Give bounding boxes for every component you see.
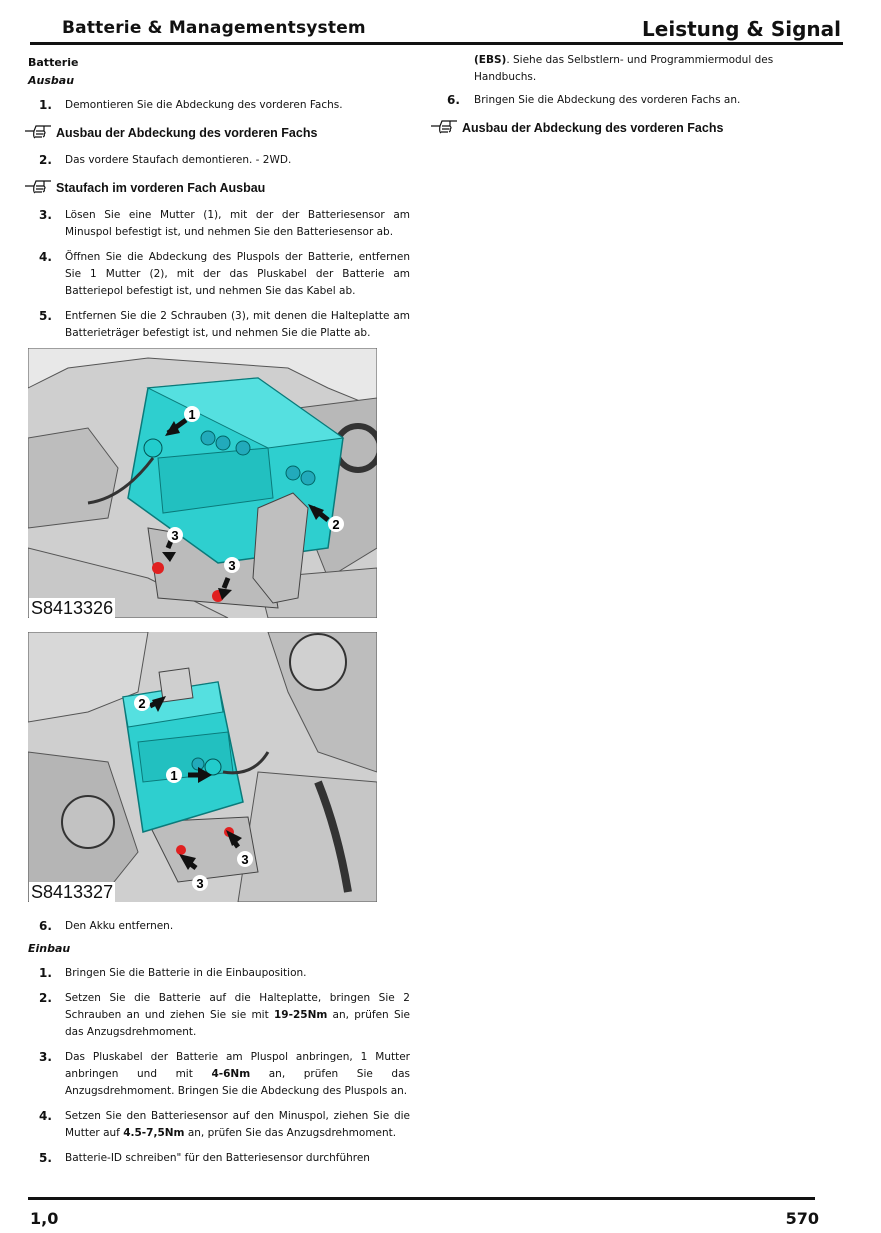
step (28, 308, 410, 342)
reference-text: Staufach im vorderen Fach Ausbau (56, 181, 266, 195)
left-column (28, 52, 410, 1167)
step-number: 4. (39, 1109, 52, 1123)
step-text: Lösen Sie eine Mutter (1), mit der der Batteriesensor am Minuspol befestigt ist, und nehmen Sie den Batteriesensor ab. (65, 209, 410, 238)
step-number: 5. (39, 1151, 52, 1165)
callout-label: 1 (170, 768, 178, 783)
callout-label: 2 (332, 517, 340, 532)
step-text (65, 1150, 410, 1167)
step-text: Bringen Sie die Abdeckung des vorderen Fachs an. (474, 94, 741, 106)
torque-value: 19-25Nm (273, 1009, 328, 1021)
section-title: Batterie (28, 56, 79, 69)
step-number: 6. (39, 919, 52, 933)
removal-heading: Ausbau (28, 74, 75, 87)
reference-link[interactable] (430, 117, 830, 139)
callout-label: 1 (188, 407, 196, 422)
page-number: 570 (785, 1209, 819, 1228)
step-text-part: Das Pluskabel der Batterie am Pluspol anbringen, 1 Mutter anbringen und mit (65, 1051, 410, 1080)
battery-photo-1 (28, 348, 377, 618)
step-number: 1. (39, 966, 52, 980)
step (28, 990, 410, 1041)
callout-label: 2 (138, 696, 146, 711)
step (28, 249, 410, 300)
removal-steps-b (28, 152, 410, 169)
header-right-title: Leistung & Signal (642, 17, 841, 41)
callout-label: 3 (196, 876, 204, 891)
callout-label: 3 (241, 852, 249, 867)
torque-value: 4-6Nm (211, 1068, 251, 1080)
right-column (430, 52, 830, 139)
step-text: Entfernen Sie die 2 Schrauben (3), mit denen die Halteplatte am Batterieträger befestigt ist, und nehmen Sie die Platte ab. (65, 310, 410, 339)
step (28, 965, 410, 982)
continuation-body: . Siehe das Selbstlern- und Programmiermodul des Handbuchs. (474, 54, 774, 83)
step-text: Das vordere Staufach demontieren. - 2WD. (65, 154, 292, 166)
removal-steps-a (28, 97, 410, 114)
step-text-part: an, prüfen Sie das Anzugsdrehmoment. (65, 1009, 410, 1038)
step-text-part: Setzen Sie den Batteriesensor auf den Minuspol, ziehen Sie die Mutter auf (65, 1110, 410, 1139)
torque-value: 4.5-7,5Nm (123, 1127, 185, 1139)
continuation-text (430, 52, 830, 86)
step (28, 1150, 410, 1167)
step (28, 1108, 410, 1142)
figure-caption: S8413326 (31, 598, 114, 618)
step-number: 4. (39, 250, 52, 264)
battery-photo-2 (28, 632, 377, 902)
step-text: Öffnen Sie die Abdeckung des Pluspols der Batterie, entfernen Sie 1 Mutter (2), mit der das Pluskabel der Batterie am Batteriepol befestigt ist, und nehmen Sie das Kabel ab. (65, 251, 410, 297)
step (28, 1049, 410, 1100)
step-text-part: an, prüfen Sie das Anzugsdrehmoment. (184, 1127, 397, 1139)
step-text (65, 1108, 410, 1142)
step-number: 1. (39, 98, 52, 112)
header-rule (30, 42, 843, 45)
pointing-hand-icon (24, 122, 56, 144)
callout-label: 3 (228, 558, 236, 573)
step-text-part: an, prüfen Sie das Anzugsdrehmoment. Bringen Sie die Abdeckung des Pluspols an. (65, 1068, 410, 1097)
step-text: Den Akku entfernen. (65, 920, 174, 932)
step-text-part: Bringen Sie die Batterie in die Einbauposition. (65, 967, 307, 979)
step-number: 5. (39, 309, 52, 323)
step-number: 3. (39, 1050, 52, 1064)
step-text (65, 965, 410, 982)
pointing-hand-icon (430, 117, 462, 139)
install-heading: Einbau (28, 942, 71, 955)
header-left-title: Batterie & Managementsystem (62, 18, 366, 38)
callout-label: 3 (171, 528, 179, 543)
pointing-hand-icon (24, 177, 56, 199)
step (28, 207, 410, 241)
step-number: 6. (447, 93, 460, 107)
footer-version: 1,0 (30, 1209, 59, 1228)
install-steps (28, 965, 410, 1167)
reference-text: Ausbau der Abdeckung des vorderen Fachs (462, 121, 724, 135)
step-text-part: Batterie-ID schreiben" für den Batteriesensor durchführen (65, 1152, 370, 1164)
step-text-part: Setzen Sie die Batterie auf die Halteplatte, bringen Sie 2 Schrauben an und ziehen Sie sie mit (65, 992, 410, 1021)
step-number: 3. (39, 208, 52, 222)
step-number: 2. (39, 991, 52, 1005)
step (28, 97, 410, 114)
ebs-abbrev: (EBS) (474, 54, 507, 66)
step-number: 2. (39, 153, 52, 167)
step-text (65, 990, 410, 1041)
step (28, 152, 410, 169)
reference-text: Ausbau der Abdeckung des vorderen Fachs (56, 126, 318, 140)
reference-link[interactable] (24, 122, 410, 144)
removal-steps-c (28, 207, 410, 342)
step (28, 918, 410, 935)
step-text (65, 1049, 410, 1100)
step-text: Demontieren Sie die Abdeckung des vorderen Fachs. (65, 99, 343, 111)
step (430, 92, 830, 109)
footer-rule (28, 1197, 815, 1200)
figure-caption: S8413327 (31, 882, 114, 902)
reference-link[interactable] (24, 177, 410, 199)
